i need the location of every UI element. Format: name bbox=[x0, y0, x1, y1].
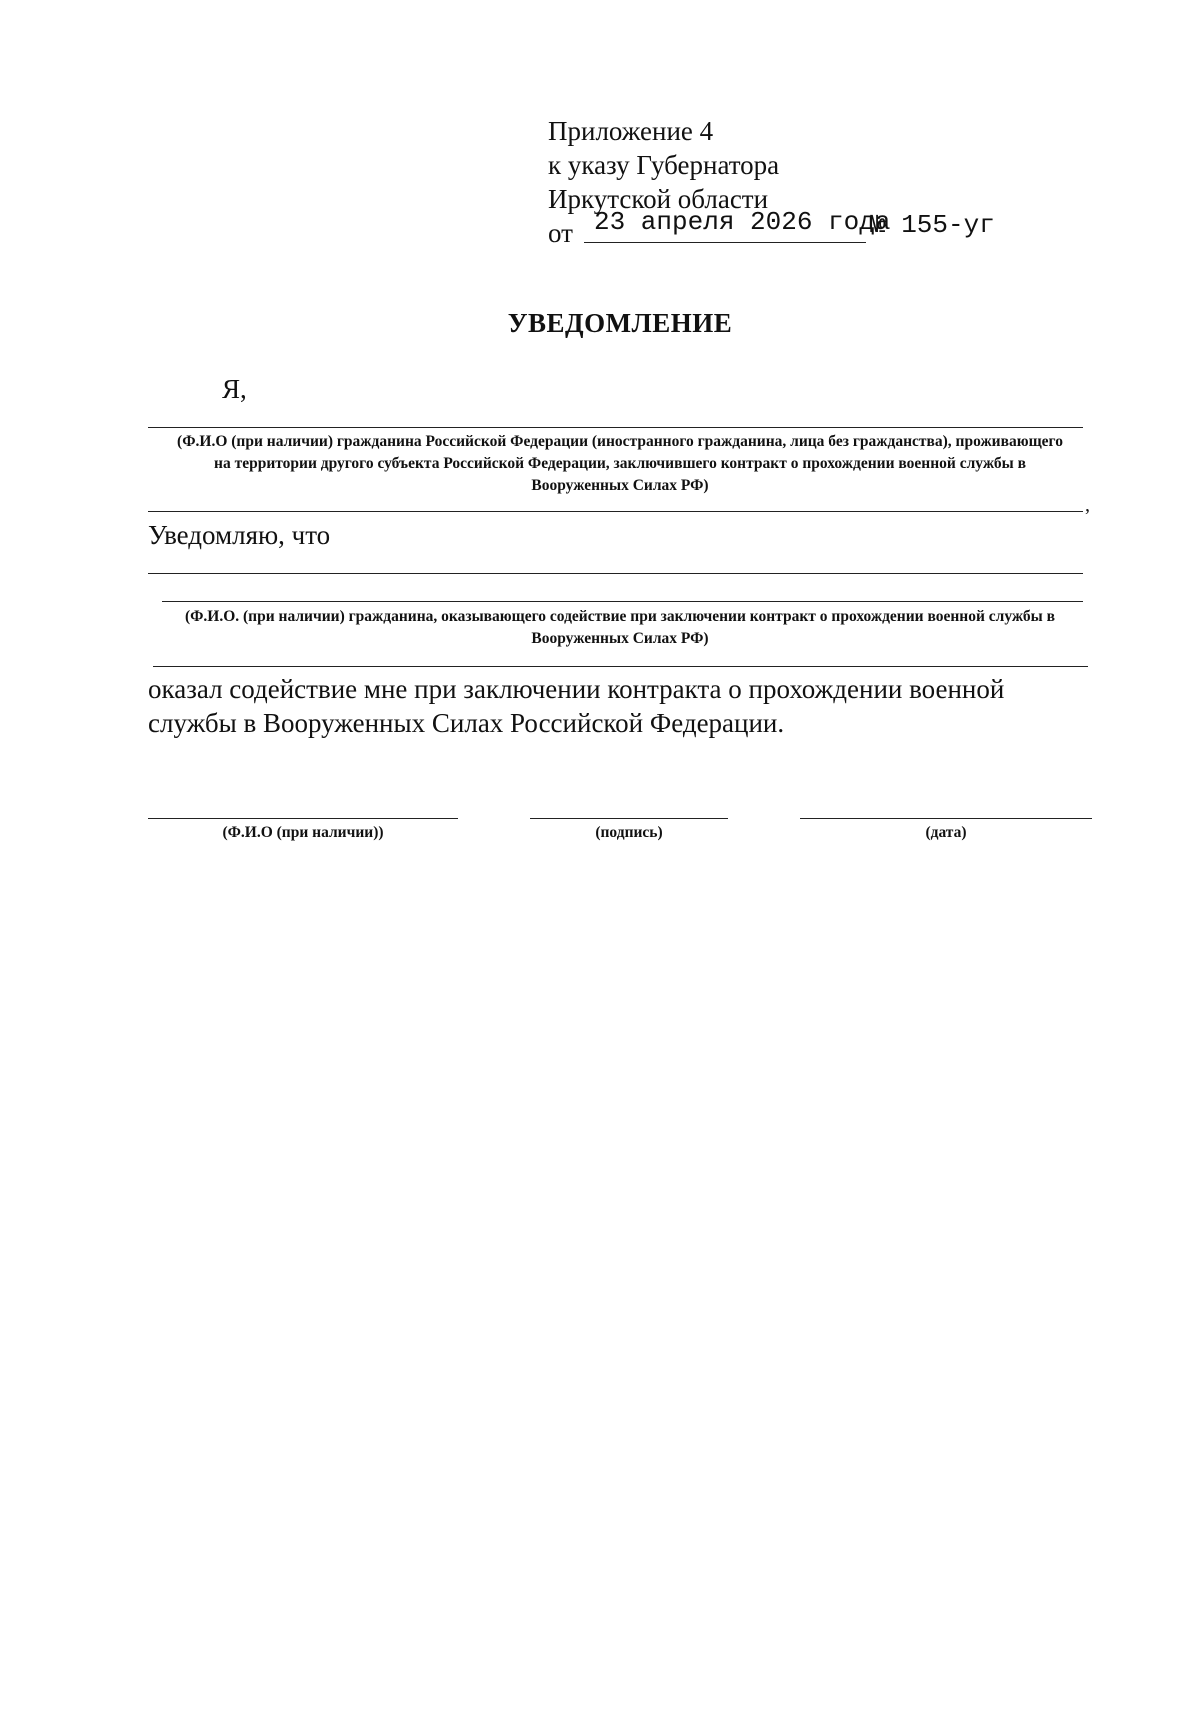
ya-label: Я, bbox=[222, 374, 247, 404]
signature-fio-caption: (Ф.И.О (при наличии)) bbox=[222, 824, 384, 841]
decree-reference: к указу Губернатора bbox=[548, 150, 780, 180]
applicant-name-line bbox=[148, 427, 1083, 428]
notify-label: Уведомляю, что bbox=[148, 520, 331, 550]
appendix-label: Приложение 4 bbox=[548, 116, 714, 146]
date-underline bbox=[584, 242, 866, 243]
signature-sign-caption: (подпись) bbox=[595, 824, 663, 841]
applicant-name-line-2 bbox=[148, 511, 1083, 512]
region-name: Иркутской области bbox=[548, 184, 769, 214]
signature-date-caption: (дата) bbox=[925, 824, 967, 841]
document-title: УВЕДОМЛЕНИЕ bbox=[507, 308, 733, 338]
signature-date-line bbox=[800, 818, 1092, 819]
assistant-name-line-3 bbox=[153, 666, 1088, 667]
assistant-name-line bbox=[148, 573, 1083, 574]
comma-mark: , bbox=[1085, 494, 1090, 516]
assistant-name-line-2 bbox=[162, 601, 1083, 602]
applicant-caption: (Ф.И.О (при наличии) гражданина Российской Федерации (иностранного гражданина, лица без гражданства), проживающего на территории другого субъекта Российской Федерации, заключившего контракт о прохождении военной службы в Вооруженных Силах РФ) bbox=[177, 433, 1063, 494]
signature-sign-line bbox=[530, 818, 728, 819]
decree-date: 23 апреля 2026 года bbox=[594, 207, 891, 237]
assistant-caption: (Ф.И.О. (при наличии) гражданина, оказывающего содействие при заключении контракт о прохождении военной службы в Вооруженных Силах РФ) bbox=[184, 608, 1056, 647]
statement-text: оказал содействие мне при заключении контракта о прохождении военной службы в Вооруженных Силах Российской Федерации. bbox=[148, 674, 1005, 738]
date-prefix: от bbox=[548, 218, 573, 248]
decree-number: № 155-уг bbox=[870, 210, 995, 240]
signature-fio-line bbox=[148, 818, 458, 819]
